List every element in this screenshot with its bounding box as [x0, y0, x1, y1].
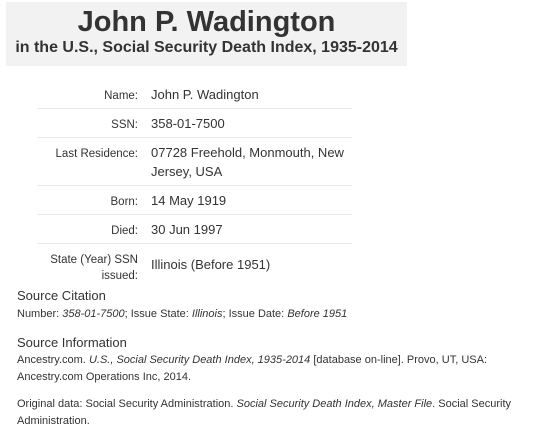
field-label: Died: [111, 225, 138, 237]
record-row-born [38, 186, 352, 215]
record-row-last-residence [38, 138, 352, 186]
source-information-text [17, 352, 522, 386]
field-value: 358-01-7500 [151, 116, 225, 131]
citation-issue-state-value: Illinois [191, 308, 223, 320]
original-part1: Original data: Social Security Administration. [17, 398, 234, 410]
citation-number-value: 358-01-7500 [62, 308, 125, 320]
record-row-ssn [38, 109, 352, 138]
original-title: Social Security Death Index, Master File [236, 398, 433, 410]
field-label: Name: [104, 90, 138, 102]
citation-issue-date-value: Before 1951 [287, 308, 348, 320]
page-subtitle: in the U.S., Social Security Death Index, 1935-2014 [15, 39, 398, 56]
record-row-died [38, 215, 352, 244]
info-part3: [database on-line]. Provo, UT, USA: Ancestry.com Operations Inc, 2014. [17, 354, 488, 383]
original-data-text [17, 396, 522, 430]
field-value: 07728 Freehold, Monmouth, New Jersey, USA [151, 145, 344, 179]
source-information-heading: Source Information [17, 335, 127, 350]
original-part3: . Social Security Administration. [17, 398, 512, 427]
field-label: SSN: [111, 119, 138, 131]
record-row-name [38, 80, 352, 109]
field-value: John P. Wadington [151, 87, 259, 102]
citation-issue-state-label: ; Issue State: [124, 308, 189, 320]
source-citation-text [17, 306, 522, 323]
field-value: 30 Jun 1997 [151, 222, 223, 237]
field-label: Last Residence: [55, 148, 138, 160]
field-value: Illinois (Before 1951) [151, 257, 271, 272]
field-label: State (Year) SSN issued: [50, 254, 138, 282]
info-database-title: U.S., Social Security Death Index, 1935-2014 [88, 354, 311, 366]
citation-number-label: Number: [17, 308, 60, 320]
field-value: 14 May 1919 [151, 193, 227, 208]
field-label: Born: [110, 196, 138, 208]
citation-issue-date-label: ; Issue Date: [222, 308, 285, 320]
info-part1: Ancestry.com. [17, 354, 86, 366]
source-citation-heading: Source Citation [17, 288, 106, 303]
page-title: John P. Wadington [77, 6, 336, 38]
record-table [38, 80, 352, 288]
record-row-ssn-issued [38, 244, 352, 288]
